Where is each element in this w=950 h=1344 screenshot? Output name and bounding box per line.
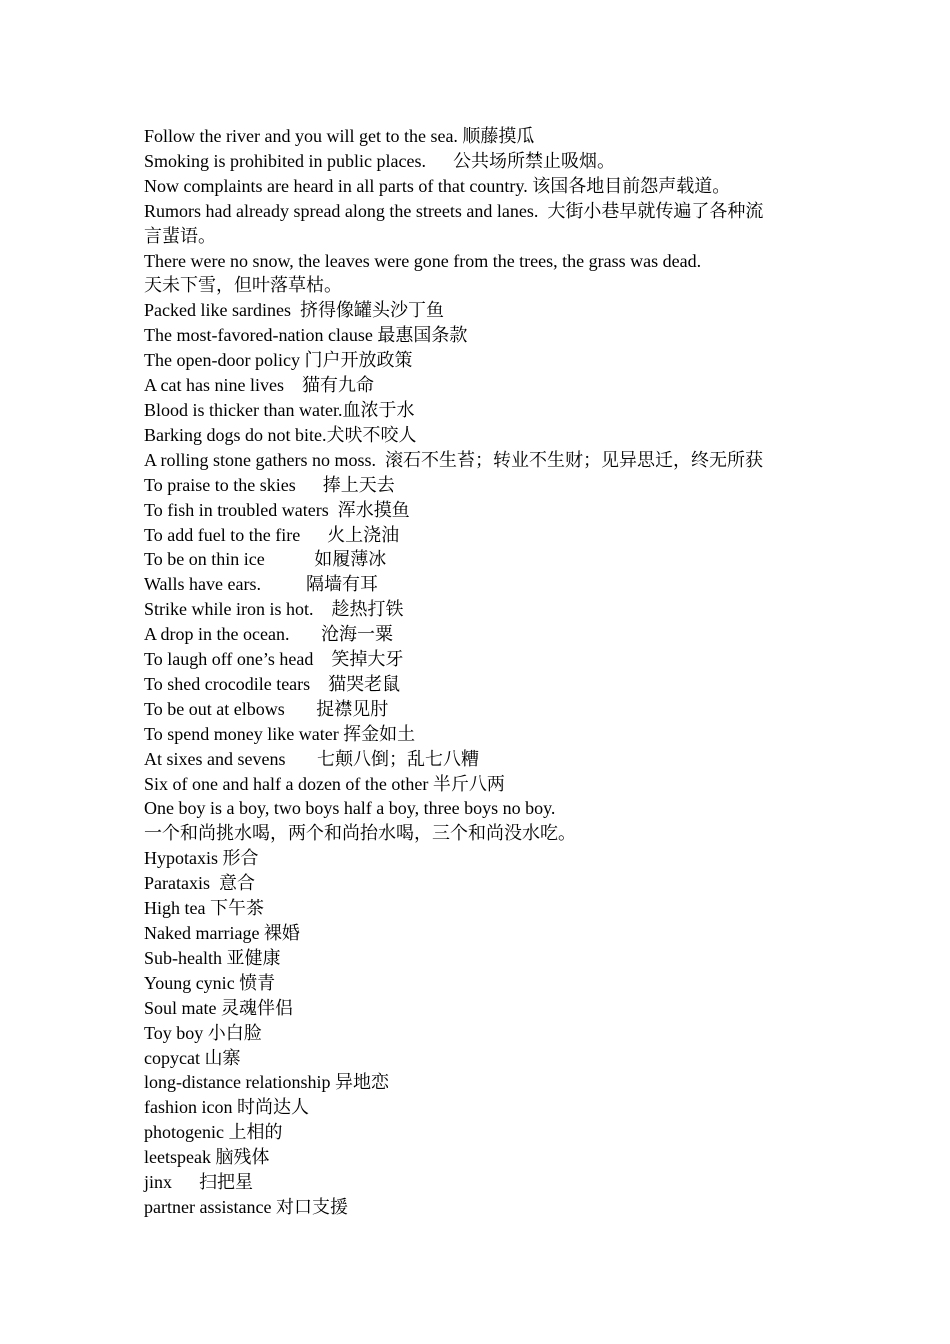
text-line: jinx 扫把星 [144, 1172, 254, 1193]
text-line: To praise to the skies 捧上天去 [144, 474, 395, 495]
text-line: Soul mate 灵魂伴侣 [144, 997, 293, 1018]
text-line: leetspeak 脑残体 [144, 1147, 270, 1168]
text-line: There were no snow, the leaves were gone from the trees, the grass was dead. [144, 250, 702, 271]
text-line: A rolling stone gathers no moss. 滚石不生苔；转业不生财；见异思迁，终无所获 [144, 449, 763, 470]
text-line: copycat 山寨 [144, 1047, 241, 1068]
text-line: Now complaints are heard in all parts of that country. 该国各地目前怨声载道。 [144, 175, 731, 196]
text-line: Smoking is prohibited in public places. 公共场所禁止吸烟。 [144, 150, 615, 171]
text-line: photogenic 上相的 [144, 1122, 283, 1143]
text-line: Follow the river and you will get to the sea. 顺藤摸瓜 [144, 126, 535, 146]
text-line: To spend money like water 挥金如土 [144, 723, 416, 744]
text-line: A drop in the ocean. 沧海一粟 [144, 624, 393, 645]
text-line: High tea 下午茶 [144, 898, 264, 919]
text-line: Walls have ears. 隔墙有耳 [144, 574, 378, 595]
text-line: fashion icon 时尚达人 [144, 1097, 309, 1118]
text-line: Barking dogs do not bite.犬吠不咬人 [144, 424, 417, 445]
text-line: Young cynic 愤青 [144, 972, 276, 993]
text-line: To fish in troubled waters 浑水摸鱼 [144, 499, 410, 520]
text-line: Six of one and half a dozen of the other 半斤八两 [144, 773, 505, 794]
text-line: To be on thin ice 如履薄冰 [144, 549, 387, 570]
text-line: To be out at elbows 捉襟见肘 [144, 698, 389, 719]
text-line: long-distance relationship 异地恋 [144, 1072, 389, 1093]
text-line: Naked marriage 裸婚 [144, 923, 300, 943]
text-line: The open-door policy 门户开放政策 [144, 350, 413, 371]
text-line: To laugh off one’s head 笑掉大牙 [144, 649, 404, 670]
text-line: 天未下雪，但叶落草枯。 [144, 275, 342, 296]
text-line: To add fuel to the fire 火上浇油 [144, 524, 400, 545]
text-line: 言蜚语。 [144, 225, 216, 246]
text-line: Rumors had already spread along the streets and lanes. 大街小巷早就传遍了各种流 [144, 200, 764, 221]
text-line: Packed like sardines 挤得像罐头沙丁鱼 [144, 300, 444, 321]
text-line: Blood is thicker than water.血浓于水 [144, 399, 415, 420]
text-line: Sub-health 亚健康 [144, 947, 281, 968]
text-line: Hypotaxis 形合 [144, 848, 259, 869]
text-line: Strike while iron is hot. 趁热打铁 [144, 599, 404, 620]
text-line: A cat has nine lives 猫有九命 [144, 375, 374, 396]
text-line: One boy is a boy, two boys half a boy, three boys no boy. [144, 798, 556, 819]
document-body [144, 124, 814, 1220]
text-line: To shed crocodile tears 猫哭老鼠 [144, 673, 401, 694]
text-line: 一个和尚挑水喝，两个和尚抬水喝，三个和尚没水吃。 [144, 823, 576, 844]
text-line: Toy boy 小白脸 [144, 1022, 262, 1043]
text-line: At sixes and sevens 七颠八倒；乱七八糟 [144, 748, 479, 769]
text-line: partner assistance 对口支援 [144, 1196, 348, 1217]
text-line: The most-favored-nation clause 最惠国条款 [144, 325, 468, 346]
text-line: Parataxis 意合 [144, 873, 255, 894]
